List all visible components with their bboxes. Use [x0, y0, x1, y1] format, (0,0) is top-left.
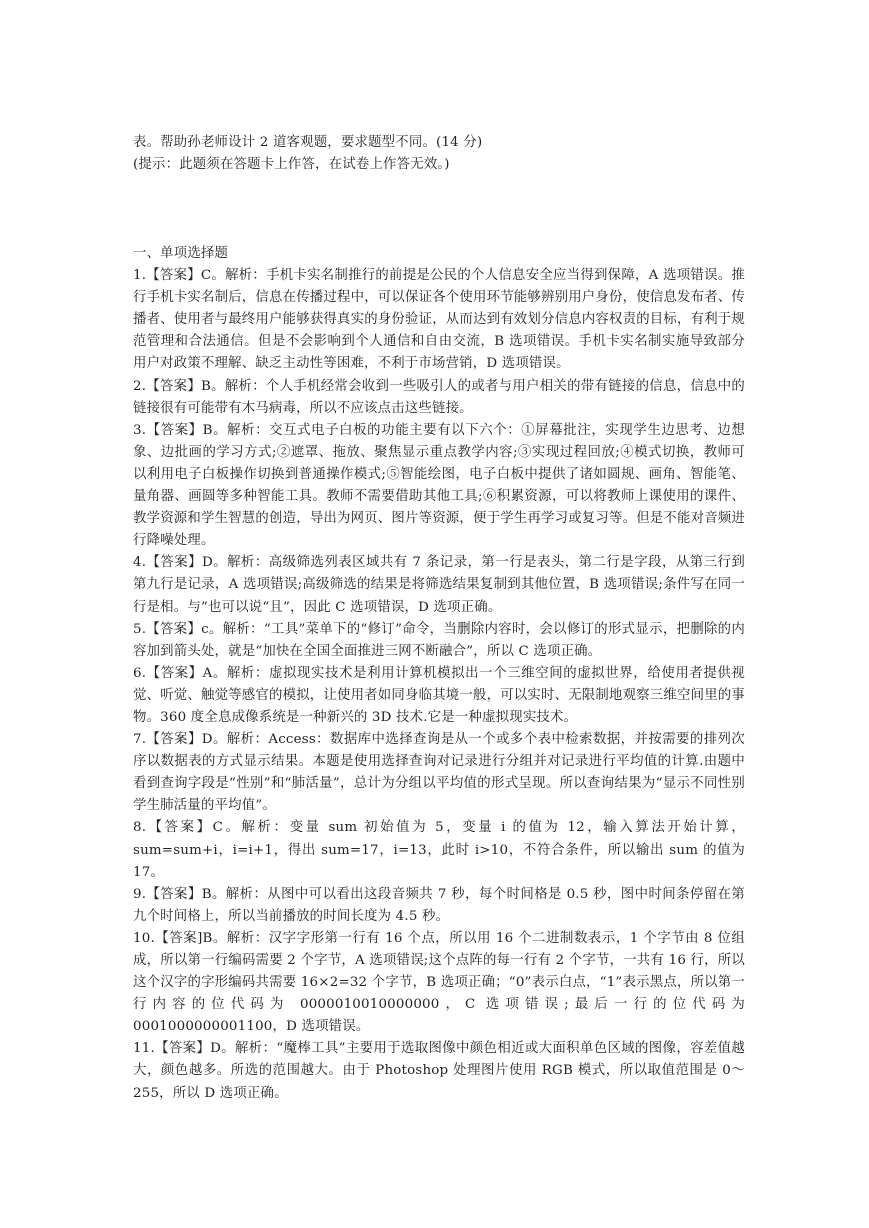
- question-intro: [133, 132, 745, 176]
- answer-7: 7.【答案】D。解析：Access：数据库中选择查询是从一个或多个表中检索数据，并按需要的排列次序以数据表的方式显示结果。本题是使用选择查询对记录进行分组并对记录进行平均值的计算.由题中看到查询字段是“性别”和“肺活量”，总计为分组以平均值的形式呈现。所以查询结果为“显示不同性别学生肺活量的平均值”。: [133, 732, 745, 814]
- answer-6: 6.【答案】A。解析：虚拟现实技术是利用计算机模拟出一个三维空间的虚拟世界，给使用者提供视觉、听觉、触觉等感官的模拟，让使用者如同身临其境一般，可以实时、无限制地观察三维空间里的事物。360 度全息成像系统是一种新兴的 3D 技术.它是一种虚拟现实技术。: [133, 665, 745, 725]
- answer-4: 4.【答案】D。解析：高级筛选列表区域共有 7 条记录，第一行是表头，第二行是字段，从第三行到第九行是记录，A 选项错误;高级筛选的结果是将筛选结果复制到其他位置，B 选项错误;条件写在同一行是相。与”也可以说“且”，因此 C 选项错误，D 选项正确。: [133, 555, 745, 615]
- intro-line-2: (提示：此题须在答题卡上作答，在试卷上作答无效。): [133, 157, 450, 173]
- answer-2: 2.【答案】B。解析：个人手机经常会收到一些吸引人的或者与用户相关的带有链接的信息，信息中的链接很有可能带有木马病毒，所以不应该点击这些链接。: [133, 378, 745, 416]
- section-title: 一、单项选择题: [133, 246, 229, 261]
- intro-line-1: 表。帮助孙老师设计 2 道客观题，要求题型不同。(14 分): [133, 135, 483, 150]
- answer-10: 10.【答案]B。解析：汉字字形第一行有 16 个点，所以用 16 个二进制数表示，1 个字节由 8 位组成，所以第一行编码需要 2 个字节，A 选项错误;这个点阵的每一行有 2 个字节，一共有 16 行，所以这个汉字的字形编码共需要 16×2=32 个字节，B 选项正确；“0”表示白点，“1”表示黑点，所以第一行内容的位代码为 0000010010000000，C 选项错误;最后一行的位代码为 0001000000001100，D 选项错误。: [133, 930, 745, 1035]
- answer-8: 8.【答案】C。解析：变量 sum 初始值为 5，变量 i 的值为 12，输入算法开始计算，sum=sum+i，i=i+1，得出 sum=17，i=13，此时 i>10，不符合条件，所以输出 sum 的值为 17。: [133, 820, 745, 880]
- answer-3: 3.【答案】B。解析：交互式电子白板的功能主要有以下六个：①屏幕批注，实现学生边思考、边想象、边批画的学习方式;②遮罩、拖放、聚焦显示重点教学内容;③实现过程回放;④模式切换，教师可以利用电子白板操作切换到普通操作模式;⑤智能绘图，电子白板中提供了诸如圆规、画角、智能笔、量角器、画圆等多种智能工具。教师不需要借助其他工具;⑥积累资源，可以将教师上课使用的课件、教学资源和学生智慧的创造，导出为网页、图片等资源，便于学生再学习或复习等。但是不能对音频进行降噪处理。: [133, 422, 745, 549]
- answer-9: 9.【答案】B。解析：从图中可以看出这段音频共 7 秒，每个时间格是 0.5 秒，图中时间条停留在第九个时间格上，所以当前播放的时间长度为 4.5 秒。: [133, 886, 745, 924]
- answer-section: [133, 243, 745, 1105]
- answer-1: 1.【答案】C。解析：手机卡实名制推行的前提是公民的个人信息安全应当得到保障，A 选项错误。推行手机卡实名制后，信息在传播过程中，可以保证各个使用环节能够辨别用户身份，使信息发布者、传播者、使用者与最终用户能够获得真实的身份验证，从而达到有效划分信息内容权责的目标，有利于规范管理和合法通信。但是不会影响到个人通信和自由交流，B 选项错误。手机卡实名制实施导致部分用户对政策不理解、缺乏主动性等困难，不利于市场营销，D 选项错误。: [133, 268, 745, 372]
- answer-11: 11.【答案】D。解析：“魔棒工具”主要用于选取图像中颜色相近或大面积单色区域的图像，容差值越大，颜色越多。所选的范围越大。由于 Photoshop 处理图片使用 RGB 模式，所以取值范围是 0～255，所以 D 选项正确。: [133, 1041, 745, 1101]
- answer-5: 5.【答案】c。解析：“工具”菜单下的“修订”命令，当删除内容时，会以修订的形式显示，把删除的内容加到箭头处，就是“加快在全国全面推进三网不断融合”，所以 C 选项正确。: [133, 621, 745, 659]
